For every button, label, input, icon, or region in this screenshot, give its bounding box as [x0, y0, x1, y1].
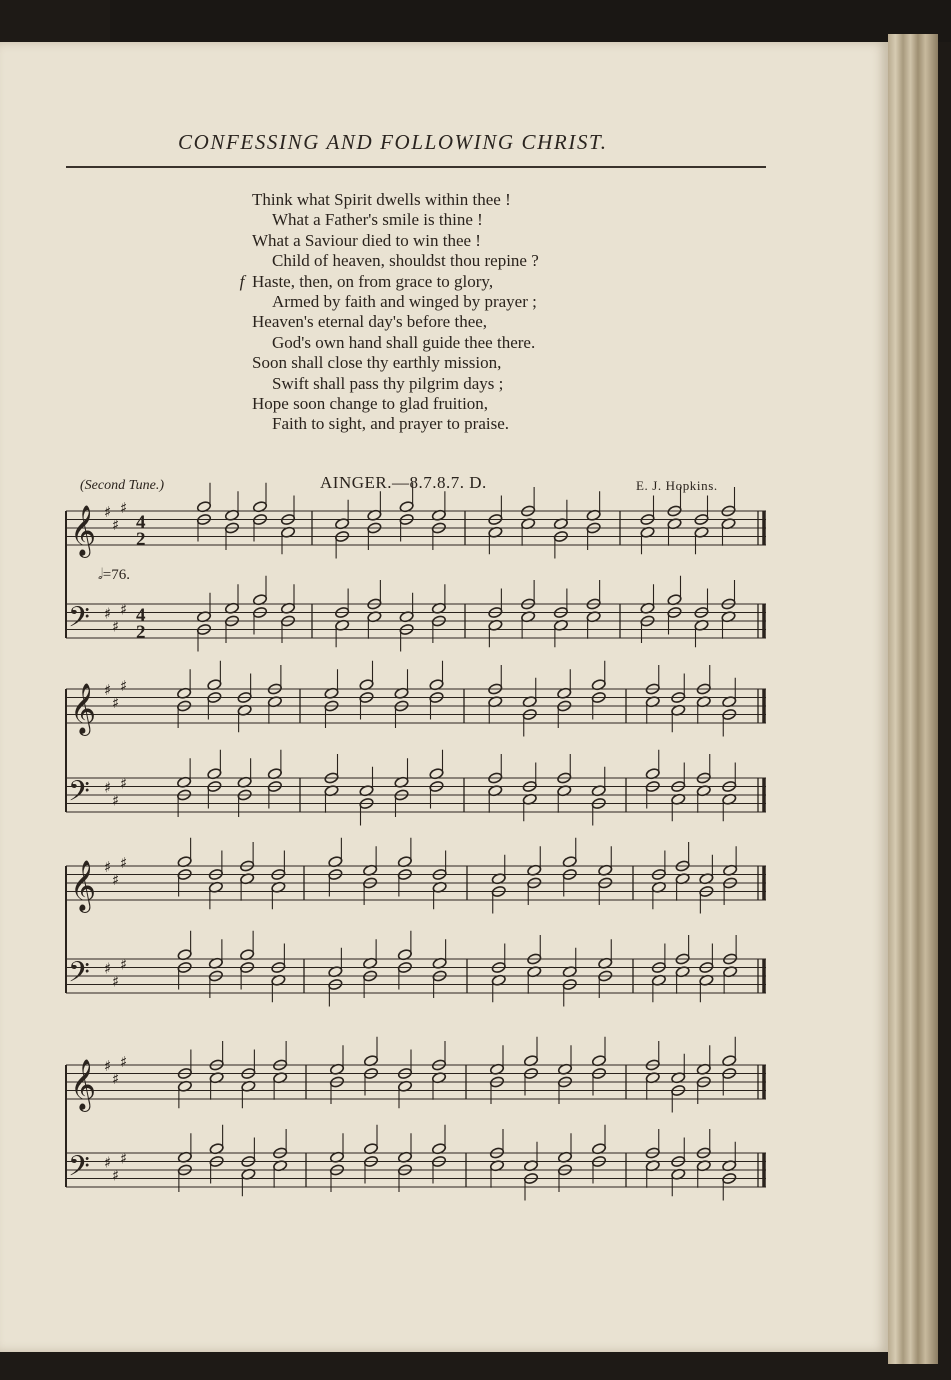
time-signature-top: 4: [136, 512, 146, 533]
sharp-sign: ♯: [104, 503, 112, 521]
sharp-sign: ♯: [104, 778, 112, 797]
verse-text: Hope soon change to glad fruition,: [252, 394, 489, 414]
sharp-sign: ♯: [104, 681, 112, 699]
sharp-sign: ♯: [112, 515, 120, 534]
bass-clef: 𝄢: [68, 775, 90, 815]
verse-text: Think what Spirit dwells within thee !: [252, 190, 511, 209]
verse-text: Heaven's eternal day's before thee,: [252, 312, 488, 332]
sharp-sign: ♯: [120, 600, 128, 619]
time-signature-bottom: 2: [136, 529, 146, 550]
time-signature-top: 4: [136, 605, 146, 626]
verse-text: What a Father's smile is thine !: [272, 210, 483, 230]
verse-text: Armed by faith and winged by prayer ;: [272, 292, 537, 312]
sharp-sign: ♯: [120, 853, 128, 872]
treble-clef: 𝄞: [70, 1059, 97, 1110]
sharp-sign: ♯: [112, 1069, 120, 1088]
sharp-sign: ♯: [112, 870, 120, 889]
verse-text: Child of heaven, shouldst thou repine ?: [272, 251, 539, 271]
tune-label: (Second Tune.): [80, 478, 164, 493]
sharp-sign: ♯: [104, 858, 112, 876]
treble-clef: 𝄞: [70, 860, 97, 911]
sharp-sign: ♯: [104, 1057, 112, 1075]
time-signature-bottom: 2: [136, 622, 146, 643]
sharp-sign: ♯: [104, 1153, 112, 1172]
bass-clef: 𝄢: [68, 601, 90, 641]
verse-text: God's own hand shall guide thee there.: [272, 332, 536, 352]
sharp-sign: ♯: [104, 604, 112, 623]
sharp-sign: ♯: [120, 676, 128, 695]
verse-text: Haste, then, on from grace to glory,: [252, 271, 494, 291]
verse-text: What a Saviour died to win thee !: [252, 230, 481, 250]
tempo-value: =76.: [102, 567, 130, 583]
sharp-sign: ♯: [112, 791, 120, 810]
sharp-sign: ♯: [120, 1052, 128, 1071]
treble-clef: 𝄞: [70, 505, 97, 556]
running-head: CONFESSING AND FOLLOWING CHRIST.: [178, 130, 608, 154]
sharp-sign: ♯: [112, 617, 120, 636]
sharp-sign: ♯: [120, 498, 128, 517]
sharp-sign: ♯: [112, 972, 120, 991]
tempo-marking: [98, 566, 130, 584]
bass-clef: 𝄢: [68, 1150, 90, 1190]
verse-text: Faith to sight, and prayer to praise.: [272, 414, 510, 434]
sharp-sign: ♯: [112, 1166, 120, 1185]
sharp-sign: ♯: [104, 959, 112, 978]
composer: E. J. Hopkins.: [636, 478, 718, 493]
half-note-glyph: 𝅗𝅥: [98, 567, 103, 583]
treble-clef: 𝄞: [70, 683, 97, 734]
verse-text: Soon shall close thy earthly mission,: [252, 353, 502, 373]
sharp-sign: ♯: [120, 774, 128, 793]
sharp-sign: ♯: [120, 1149, 128, 1168]
bass-clef: 𝄢: [68, 956, 90, 996]
sharp-sign: ♯: [112, 693, 120, 712]
tune-name: AINGER.—8.7.8.7. D.: [320, 473, 487, 492]
sharp-sign: ♯: [120, 955, 128, 974]
dynamic-mark: f: [239, 271, 245, 291]
verse-text: Swift shall pass thy pilgrim days ;: [272, 373, 504, 393]
